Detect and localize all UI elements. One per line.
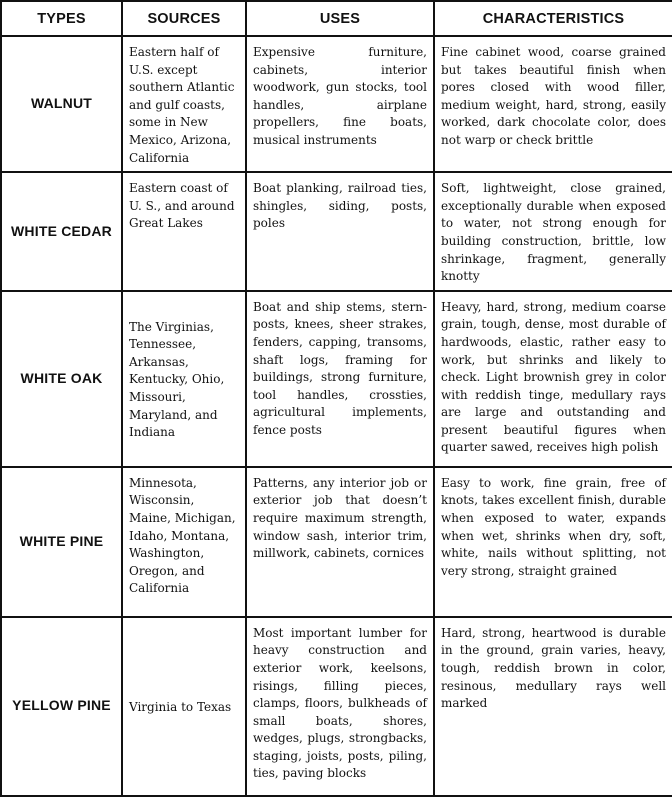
uses-cell: Boat and ship stems, stern-posts, knees, sheer strakes, fenders, capping, transoms, shaft logs, framing for buildings, strong furniture, tool handles, crossties, agricultural implements, fence posts	[246, 291, 434, 467]
type-cell: WALNUT	[1, 36, 122, 172]
characteristics-cell: Fine cabinet wood, coarse grained but takes beautiful finish when pores closed with wood filler, medium weight, hard, strong, easily worked, dark chocolate color, does not warp or check brittle	[434, 36, 672, 172]
sources-cell: Eastern half of U.S. except southern Atlantic and gulf coasts, some in New Mexico, Arizona, California	[122, 36, 246, 172]
uses-cell: Patterns, any interior job or exterior job that doesn’t require maximum strength, window sash, interior trim, millwork, cabinets, cornices	[246, 467, 434, 617]
header-sources: SOURCES	[122, 1, 246, 36]
table-row-white-pine	[1, 467, 672, 617]
header-row	[1, 1, 672, 36]
characteristics-cell: Easy to work, fine grain, free of knots, takes excellent finish, durable when exposed to water, expands when wet, shrinks when dry, soft, white, nails without splitting, not very strong, straight grained	[434, 467, 672, 617]
table-row-white-cedar	[1, 172, 672, 291]
uses-cell: Most important lumber for heavy construction and exterior work, keelsons, risings, filling pieces, clamps, floors, bulkheads of small boats, shores, wedges, plugs, strongbacks, staging, joists, posts, piling, ties, paving blocks	[246, 617, 434, 796]
sources-cell: Eastern coast of U. S., and around Great Lakes	[122, 172, 246, 291]
sources-cell: Minnesota, Wisconsin, Maine, Michigan, Idaho, Montana, Washington, Oregon, and California	[122, 467, 246, 617]
sources-cell: The Virginias, Tennessee, Arkansas, Kentucky, Ohio, Missouri, Maryland, and Indiana	[122, 291, 246, 467]
table-row-walnut	[1, 36, 672, 172]
table-row-yellow-pine	[1, 617, 672, 796]
type-cell: WHITE CEDAR	[1, 172, 122, 291]
type-cell: YELLOW PINE	[1, 617, 122, 796]
header-characteristics: CHARACTERISTICS	[434, 1, 672, 36]
characteristics-cell: Hard, strong, heartwood is durable in the ground, grain varies, heavy, tough, reddish brown in color, resinous, medullary rays well marked	[434, 617, 672, 796]
header-types: TYPES	[1, 1, 122, 36]
type-cell: WHITE PINE	[1, 467, 122, 617]
type-cell: WHITE OAK	[1, 291, 122, 467]
table-row-white-oak	[1, 291, 672, 467]
sources-cell: Virginia to Texas	[122, 617, 246, 796]
header-uses: USES	[246, 1, 434, 36]
uses-cell: Boat planking, railroad ties, shingles, siding, posts, poles	[246, 172, 434, 291]
characteristics-cell: Heavy, hard, strong, medium coarse grain, tough, dense, most durable of hardwoods, elastic, rather easy to work, but shrinks and likely to check. Light brownish grey in color with reddish tinge, medullary rays are large and outstanding and present beautiful figures when quarter sawed, receives high polish	[434, 291, 672, 467]
characteristics-cell: Soft, lightweight, close grained, exceptionally durable when exposed to water, not strong enough for building construction, brittle, low shrinkage, fragment, generally knotty	[434, 172, 672, 291]
uses-cell: Expensive furniture, cabinets, interior woodwork, gun stocks, tool handles, airplane propellers, fine boats, musical instruments	[246, 36, 434, 172]
